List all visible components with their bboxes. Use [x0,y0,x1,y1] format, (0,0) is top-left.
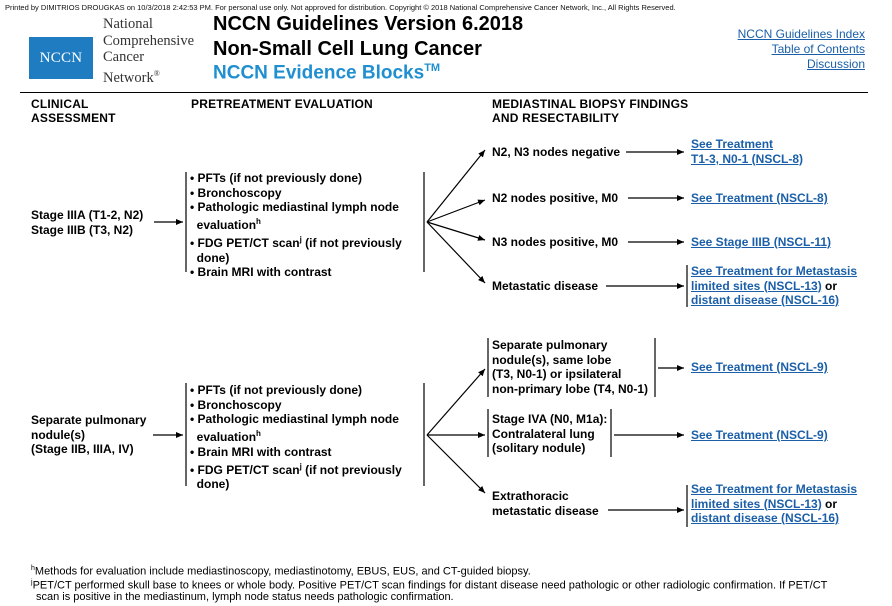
link-line[interactable]: T1-3, N0-1 (NSCL-8) [691,151,804,166]
org-line: National [103,16,153,32]
printed-notice: Printed by DIMITRIOS DROUGKAS on 10/3/2018 2:42:53 PM. For personal use only. Not approved for distribution. Copyright © 2018 National Comprehensive Cancer Network, Inc., All Rights Reserved. [5,3,676,12]
finding-line: non-primary lobe (T4, N0-1) [492,381,649,396]
heading-line: ASSESSMENT [31,111,116,125]
footnote-mark: j [31,579,33,586]
stage-line: Separate pulmonary [31,413,147,427]
see-stage-iiib-link[interactable]: See Stage IIIB (NSCL-11) [691,235,832,249]
item-text: (if not previously [301,462,402,477]
finding-stage-iva-contralateral [492,412,607,456]
footnote-mark: h [31,565,35,572]
link-line[interactable]: limited sites (NSCL-13) [691,278,822,293]
discussion-link[interactable]: Discussion [806,57,865,71]
finding-extrathoracic-metastatic [492,489,599,518]
cancer-type-title: Non-Small Cell Lung Cancer [213,38,482,60]
table-of-contents-link[interactable]: Table of Contents [771,42,865,56]
evaluation-item [190,215,402,233]
see-treatment-nscl-9-link[interactable]: See Treatment (NSCL-9) [691,428,828,442]
stage-line: Stage IIIA (T1-2, N2) [31,208,144,222]
separate-pulmonary-nodule-assessment [31,413,146,457]
pretreatment-list-1 [190,171,402,280]
guidelines-index-link[interactable]: NCCN Guidelines Index [737,27,865,41]
pretreatment-evaluation-heading: PRETREATMENT EVALUATION [191,97,373,111]
footnote-ref-j: j [299,461,302,471]
evaluation-item: • Bronchoscopy [190,185,282,200]
evaluation-item: done) [190,477,230,492]
item-text: • FDG PET/CT scan [190,462,300,477]
footnote-ref-h: h [256,429,261,439]
link-line[interactable]: See Treatment for Metastasis [691,482,858,496]
footnote-ref-j: j [299,234,302,244]
finding-line: nodule(s), same lobe [492,352,612,367]
see-treatment-nscl-9-link[interactable]: See Treatment (NSCL-9) [691,360,828,374]
link-line[interactable]: See Treatment for Metastasis [691,264,858,278]
evaluation-item: • PFTs (if not previously done) [190,171,362,185]
stage-line: (Stage IIB, IIIA, IV) [31,442,134,456]
evaluation-item: done) [190,250,230,265]
evaluation-item [190,427,402,445]
org-line: Network [103,69,154,86]
evaluation-item: • Brain MRI with contrast [190,265,332,280]
registered-mark: ® [153,68,160,78]
see-treatment-nscl-8-link[interactable]: See Treatment (NSCL-8) [691,191,828,205]
footnote-ref-h: h [256,217,261,227]
or-text: or [821,496,838,511]
stage-line: Stage IIIB (T3, N2) [31,222,134,237]
finding-n3-positive: N3 nodes positive, M0 [492,235,619,249]
item-text: • FDG PET/CT scan [190,235,300,250]
heading-line: MEDIASTINAL BIOPSY FINDINGS [492,97,689,111]
pretreatment-list-2 [190,383,402,492]
link-line[interactable]: distant disease (NSCL-16) [691,293,840,307]
evaluation-item [190,233,402,251]
finding-metastatic-disease: Metastatic disease [492,279,599,293]
finding-line: Contralateral lung [492,426,595,441]
heading-line: AND RESECTABILITY [492,111,620,125]
or-text: or [821,278,838,293]
evaluation-item: • Brain MRI with contrast [190,444,332,459]
evaluation-item: • PFTs (if not previously done) [190,383,362,397]
footnote-j-continued: scan is positive in the mediastinum, lymph node status needs pathologic confirmation. [36,591,454,603]
finding-n2-n3-negative: N2, N3 nodes negative [492,145,621,159]
trademark-mark: TM [424,62,441,74]
link-line[interactable]: limited sites (NSCL-13) [691,496,822,511]
finding-n2-positive: N2 nodes positive, M0 [492,191,619,205]
finding-separate-nodule-same-lobe [492,338,648,396]
org-line: Cancer [103,49,145,65]
logo-acronym: NCCN [39,49,83,66]
org-line: Comprehensive [103,32,195,49]
finding-line: Extrathoracic [492,489,569,503]
link-line[interactable]: distant disease (NSCL-16) [691,511,840,525]
evaluation-item: • Pathologic mediastinal lymph node [190,412,399,427]
heading-line: CLINICAL [31,97,89,111]
item-text: evaluation [190,218,257,233]
item-text: (if not previously [301,235,402,250]
evaluation-item: • Pathologic mediastinal lymph node [190,200,399,215]
stage-iiia-iiib-assessment [31,208,143,237]
evaluation-item [190,460,402,478]
evaluation-item: • Bronchoscopy [190,397,282,412]
see-treatment-metastasis-link[interactable] [691,482,857,526]
stage-line: nodule(s) [31,427,85,442]
footnote-text: PET/CT performed skull base to knees or whole body. Positive PET/CT scan findings for distant disease need pathologic or other radiologic confirmation. If PET/CT [32,579,828,592]
footnote-text: Methods for evaluation include mediastinoscopy, mediastinotomy, EBUS, EUS, and CT-guided biopsy. [34,565,531,578]
finding-line: (solitary nodule) [492,441,586,455]
item-text: evaluation [190,430,257,445]
guideline-version-title: NCCN Guidelines Version 6.2018 [213,13,524,35]
finding-line: Stage IVA (N0, M1a): [492,412,608,426]
finding-line: (T3, N0-1) or ipsilateral [492,367,622,381]
see-treatment-metastasis-link[interactable] [691,264,857,308]
link-line[interactable]: See Treatment [691,137,774,151]
see-treatment-nscl-8-link[interactable] [691,137,803,166]
finding-line: metastatic disease [492,503,599,518]
finding-line: Separate pulmonary [492,338,608,352]
evidence-blocks-text: NCCN Evidence Blocks [213,62,425,84]
